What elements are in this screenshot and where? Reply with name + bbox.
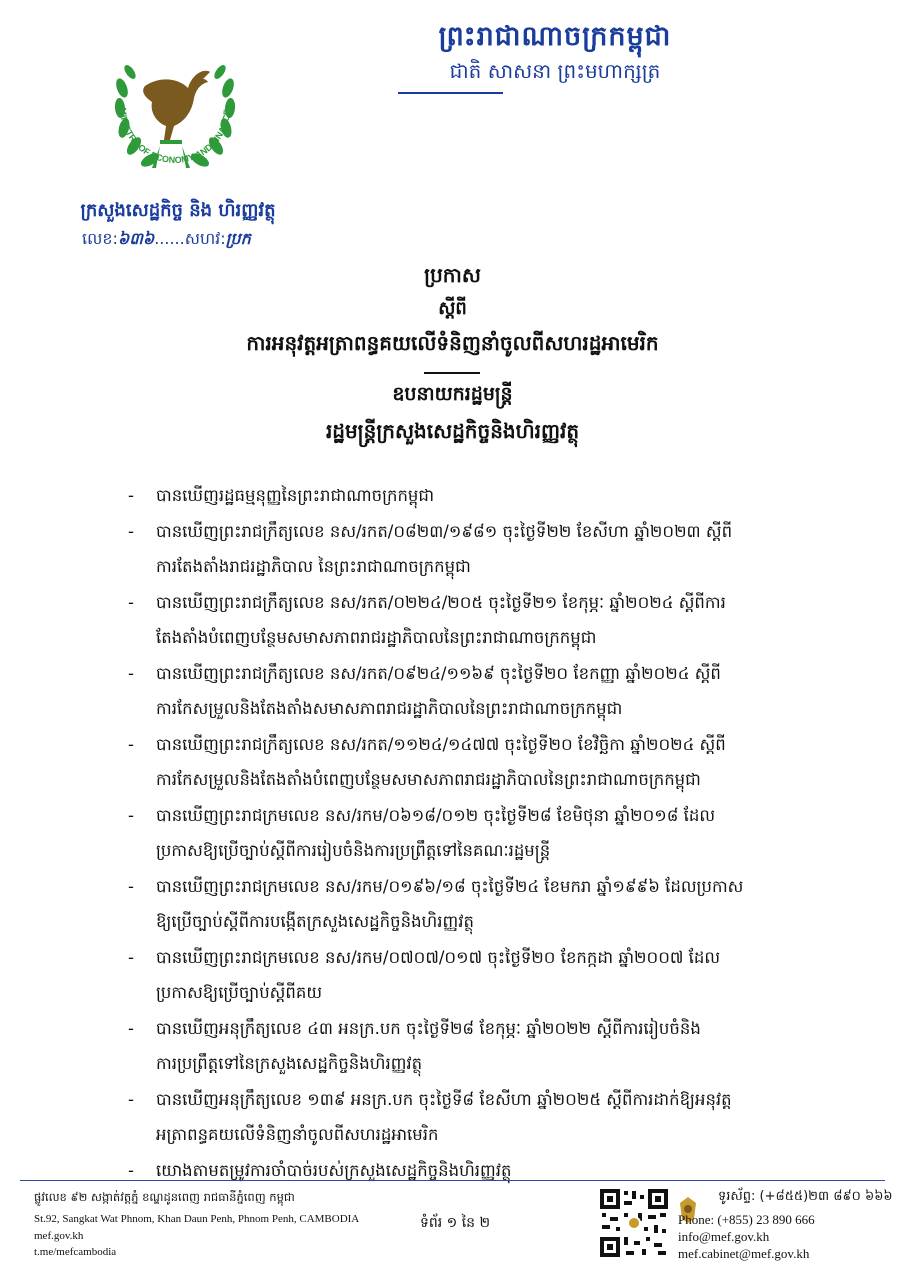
clause-line: តែងតាំងបំពេញបន្ថែមសមាសភាពរាជរដ្ឋាភិបាលនៃព្រះរាជាណាចក្រកម្ពុជា	[156, 628, 597, 647]
clause-dash: -	[128, 1018, 134, 1038]
phone-en: Phone: (+855) 23 890 666	[678, 1212, 815, 1227]
email-info[interactable]: info@mef.gov.kh	[678, 1229, 770, 1244]
clause-line: បានឃើញព្រះរាជក្រឹត្យលេខ នស/រកត/០៩២៤/១១៦៩ ចុះថ្ងៃទី២០ ខែកញ្ញា ឆ្នាំ២០២៤ ស្តីពី	[156, 663, 721, 683]
address-kh: ផ្លូវលេខ ៩២ សង្កាត់វត្តភ្នំ ខណ្ឌដូនពេញ រាជធានីភ្នំពេញ កម្ពុជា	[34, 1190, 295, 1204]
clause-line: ប្រកាសឱ្យប្រើច្បាប់ស្តីពីគយ	[156, 983, 323, 1002]
logo-ring-text: MINISTRY OF ECONOMY AND FINANCE	[117, 107, 233, 166]
clause-dash: -	[128, 1089, 134, 1109]
clause-line: ការតែងតាំងរាជរដ្ឋាភិបាល នៃព្រះរាជាណាចក្រកម្ពុជា	[156, 557, 471, 576]
clause-dash: -	[128, 876, 134, 896]
bird-icon	[143, 71, 210, 144]
footer-divider	[20, 1180, 885, 1181]
clause-line: ការប្រព្រឹត្តទៅនៃក្រសួងសេដ្ឋកិច្ចនិងហិរញ្ញវត្ថុ	[156, 1054, 423, 1073]
clause-dash: -	[128, 947, 134, 967]
clause-item	[128, 514, 818, 585]
clause-line: បានឃើញព្រះរាជក្រឹត្យលេខ នស/រកត/០៨២៣/១៩៨១ ចុះថ្ងៃទី២២ ខែសីហា ឆ្នាំ២០២៣ ស្តីពី	[156, 521, 733, 541]
website-link[interactable]: mef.gov.kh	[34, 1230, 84, 1242]
page-number: ទំព័រ ១ នៃ ២	[420, 1215, 491, 1231]
doc-type-title: ប្រកាស	[424, 263, 481, 287]
clause-line: បានឃើញព្រះរាជក្រមលេខ នស/រកម/០១៩៦/១៨ ចុះថ្ងៃទី២៤ ខែមករា ឆ្នាំ១៩៩៦ ដែលប្រកាស	[156, 876, 744, 896]
clause-line: យោងតាមតម្រូវការចាំបាច់របស់ក្រសួងសេដ្ឋកិច្ចនិងហិរញ្ញវត្ថុ	[156, 1160, 512, 1180]
clause-line: ការកែសម្រួលនិងតែងតាំងសមាសភាពរាជរដ្ឋាភិបាលនៃព្រះរាជាណាចក្រកម្ពុជា	[156, 699, 623, 718]
telegram-link[interactable]: t.me/mefcambodia	[34, 1246, 117, 1258]
clause-line: បានឃើញព្រះរាជក្រឹត្យលេខ នស/រកត/០២២៤/២០៥ ចុះថ្ងៃទី២១ ខែកុម្ភៈ ឆ្នាំ២០២៤ ស្តីពីការ	[156, 592, 726, 612]
reference-number	[82, 228, 322, 252]
title-divider	[424, 372, 480, 374]
national-motto: ជាតិ សាសនា ព្រះមហាក្សត្រ	[449, 59, 661, 83]
signatory-title: ឧបនាយករដ្ឋមន្ត្រី	[392, 383, 513, 405]
doc-on-label: ស្តីពី	[438, 298, 467, 319]
clause-line: បានឃើញព្រះរាជក្រឹត្យលេខ នស/រកត/១១២៤/១៤៧៧ ចុះថ្ងៃទី២០ ខែវិច្ឆិកា ឆ្នាំ២០២៤ ស្តីពី	[156, 734, 726, 754]
ref-prefix: លេខ:	[82, 229, 118, 248]
motto-divider	[398, 92, 503, 94]
clause-item	[128, 1153, 818, 1189]
clause-line: បានឃើញអនុក្រឹត្យលេខ ១៣៩ អនក្រ.បក ចុះថ្ងៃទី៨ ខែសីហា ឆ្នាំ២០២៥ ស្តីពីការដាក់ឱ្យអនុវត្ត	[156, 1089, 732, 1109]
ref-number: ៦៣៦	[117, 229, 155, 248]
preamble-clauses	[128, 478, 818, 1188]
clause-dash: -	[128, 1160, 134, 1180]
clause-item	[128, 940, 818, 1011]
qr-code-icon	[598, 1187, 670, 1259]
clause-line: បានឃើញព្រះរាជក្រមលេខ នស/រកម/០៧០៧/០១៧ ចុះថ្ងៃទី២០ ខែកក្កដា ឆ្នាំ២០០៧ ដែល	[156, 947, 721, 967]
clause-item	[128, 1011, 818, 1082]
clause-item	[128, 869, 818, 940]
clause-item	[128, 656, 818, 727]
address-en: St.92, Sangkat Wat Phnom, Khan Daun Penh, Phnom Penh, CAMBODIA	[34, 1213, 360, 1225]
ref-suffix: សហវ:	[184, 229, 226, 248]
signatory-office: រដ្ឋមន្ត្រីក្រសួងសេដ្ឋកិច្ចនិងហិរញ្ញវត្ថុ	[325, 419, 580, 443]
clause-dash: -	[128, 663, 134, 683]
clause-line: បានឃើញអនុក្រឹត្យលេខ ៤៣ អនក្រ.បក ចុះថ្ងៃទី២៨ ខែកុម្ភៈ ឆ្នាំ២០២២ ស្តីពីការរៀបចំនិង	[156, 1018, 701, 1038]
clause-item	[128, 478, 818, 514]
clause-dash: -	[128, 805, 134, 825]
ref-code: ប្រក	[225, 229, 251, 248]
clause-item	[128, 727, 818, 798]
kingdom-title: ព្រះរាជាណាចក្រកម្ពុជា	[438, 21, 672, 52]
clause-dash: -	[128, 486, 134, 505]
clause-dash: -	[128, 734, 134, 754]
ministry-name-kh: ក្រសួងសេដ្ឋកិច្ច និង ហិរញ្ញវត្ថុ	[80, 200, 276, 221]
clause-item	[128, 585, 818, 656]
clause-item	[128, 798, 818, 869]
clause-line: ឱ្យប្រើច្បាប់ស្តីពីការបង្កើតក្រសួងសេដ្ឋកិច្ចនិងហិរញ្ញវត្ថុ	[156, 912, 474, 931]
clause-line: ការកែសម្រួលនិងតែងតាំងបំពេញបន្ថែមសមាសភាពរាជរដ្ឋាភិបាលនៃព្រះរាជាណាចក្រកម្ពុជា	[156, 770, 701, 789]
ministry-logo	[100, 28, 250, 188]
clause-dash: -	[128, 521, 134, 541]
phone-kh: ទូរស័ព្ទ: (+៨៥៥)២៣ ៨៩០ ៦៦៦	[718, 1189, 893, 1204]
clause-dash: -	[128, 592, 134, 612]
email-cabinet[interactable]: mef.cabinet@mef.gov.kh	[678, 1246, 810, 1261]
ref-dots: ......	[154, 229, 185, 248]
clause-item	[128, 1082, 818, 1153]
clause-line: អត្រាពន្ធគយលើទំនិញនាំចូលពីសហរដ្ឋអាមេរិក	[156, 1125, 439, 1144]
clause-line: បានឃើញព្រះរាជក្រមលេខ នស/រកម/០៦១៨/០១២ ចុះថ្ងៃទី២៨ ខែមិថុនា ឆ្នាំ២០១៨ ដែល	[156, 805, 716, 825]
clause-line: ប្រកាសឱ្យប្រើច្បាប់ស្តីពីការរៀបចំនិងការប្រព្រឹត្តទៅនៃគណៈរដ្ឋមន្ត្រី	[156, 841, 551, 860]
clause-line: បានឃើញរដ្ឋធម្មនុញ្ញនៃព្រះរាជាណាចក្រកម្ពុជា	[156, 486, 435, 505]
doc-subject: ការអនុវត្តអត្រាពន្ធគយលើទំនិញនាំចូលពីសហរដ្ឋអាមេរិក	[246, 331, 659, 355]
